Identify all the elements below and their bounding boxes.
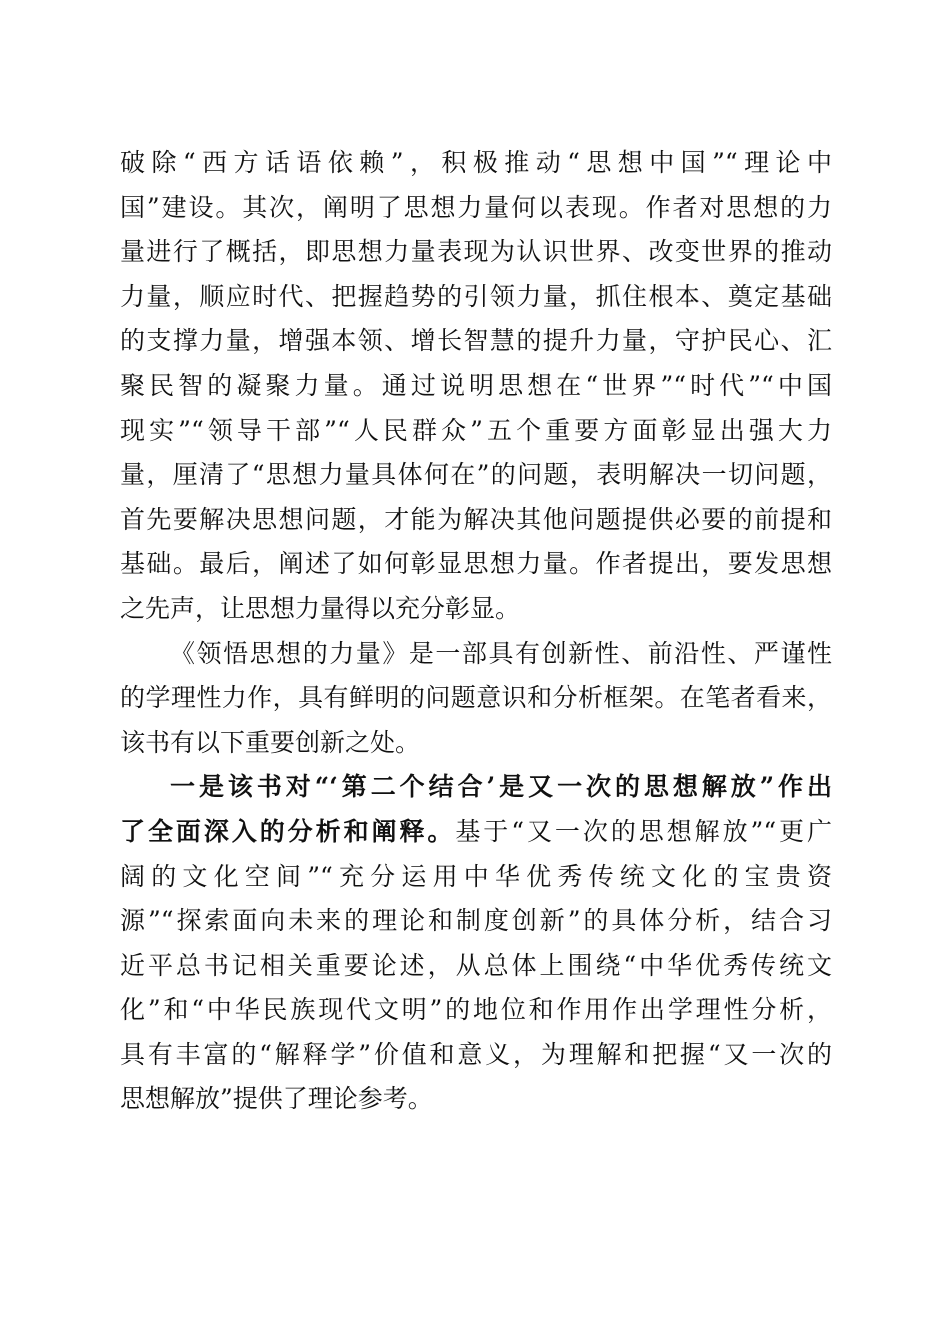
paragraph-line: 源”“探索面向未来的理论和制度创新”的具体分析，结合习 bbox=[120, 906, 832, 936]
paragraph-1 bbox=[120, 141, 832, 632]
paragraph-line: 力量，顺应时代、把握趋势的引领力量，抓住根本、奠定基础 bbox=[120, 281, 832, 311]
paragraph-line: 具有丰富的“解释学”价值和意义，为理解和把握“又一次的 bbox=[120, 1039, 832, 1069]
paragraph-line: 《领悟思想的力量》是一部具有创新性、前沿性、严谨性 bbox=[170, 638, 832, 668]
paragraph-line: 破除“西方话语依赖”，积极推动“思想中国”“理论中 bbox=[120, 148, 832, 177]
paragraph-line: 量，厘清了“思想力量具体何在”的问题，表明解决一切问题， bbox=[120, 460, 832, 490]
paragraph-text: 基于“又一次的思想解放”“更广 bbox=[455, 816, 832, 846]
paragraph-line: 阔的文化空间”“充分运用中华优秀传统文化的宝贵资 bbox=[120, 861, 832, 891]
paragraph-line: 之先声，让思想力量得以充分彰显。 bbox=[120, 593, 521, 623]
paragraph-line-mixed bbox=[120, 810, 832, 855]
paragraph-lead-line: 一是该书对“‘第二个结合’是又一次的思想解放”作出 bbox=[170, 772, 832, 802]
paragraph-line: 量进行了概括，即思想力量表现为认识世界、改变世界的推动 bbox=[120, 237, 832, 267]
paragraph-line: 聚民智的凝聚力量。通过说明思想在“世界”“时代”“中国 bbox=[120, 370, 832, 400]
paragraph-line: 近平总书记相关重要论述，从总体上围绕“中华优秀传统文 bbox=[120, 950, 832, 980]
paragraph-lead-text: 了全面深入的分析和阐释。 bbox=[120, 816, 456, 846]
paragraph-line: 化”和“中华民族现代文明”的地位和作用作出学理性分析， bbox=[120, 995, 832, 1025]
paragraph-line: 现实”“领导干部”“人民群众”五个重要方面彰显出强大力 bbox=[120, 415, 832, 445]
paragraph-line: 国”建设。其次，阐明了思想力量何以表现。作者对思想的力 bbox=[120, 192, 832, 222]
paragraph-line: 首先要解决思想问题，才能为解决其他问题提供必要的前提和 bbox=[120, 504, 832, 534]
paragraph-2 bbox=[120, 632, 832, 766]
paragraph-3 bbox=[120, 765, 832, 1122]
paragraph-line: 的学理性力作，具有鲜明的问题意识和分析框架。在笔者看来， bbox=[120, 683, 832, 713]
paragraph-line: 的支撑力量，增强本领、增长智慧的提升力量，守护民心、汇 bbox=[120, 326, 832, 356]
document-body bbox=[120, 141, 832, 1122]
paragraph-line: 基础。最后，阐述了如何彰显思想力量。作者提出，要发思想 bbox=[120, 549, 832, 579]
paragraph-line: 思想解放”提供了理论参考。 bbox=[120, 1084, 433, 1114]
paragraph-line: 该书有以下重要创新之处。 bbox=[120, 727, 421, 757]
